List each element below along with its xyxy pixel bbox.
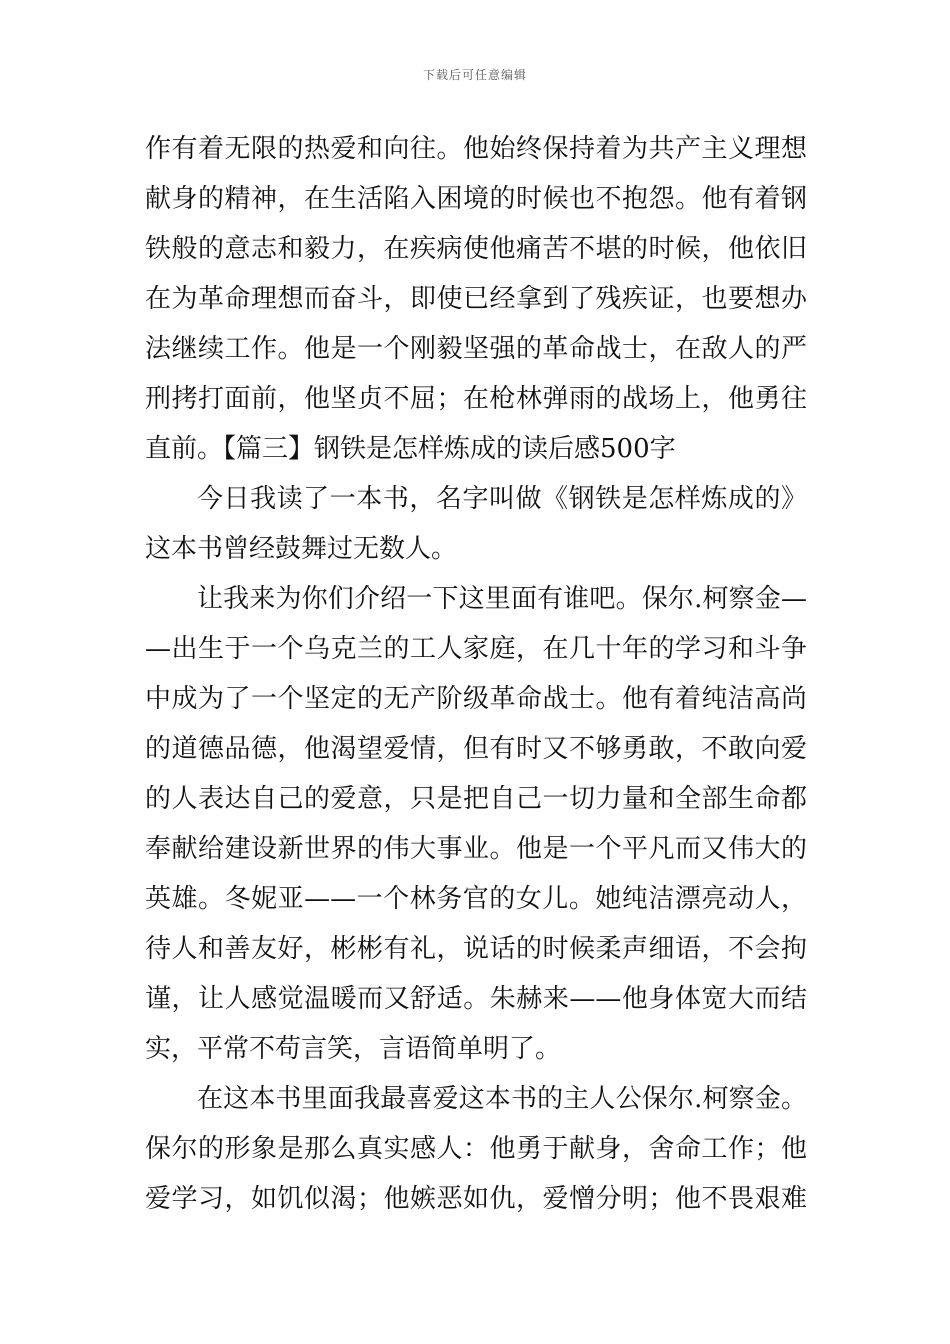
text-line: 保尔的形象是那么真实感人：他勇于献身，舍命工作；他 [145,1134,807,1164]
document-body [145,124,807,1224]
text-line: 待人和善友好，彬彬有礼，说话的时候柔声细语，不会拘 [145,934,807,964]
paragraph [145,124,807,474]
text-line: 实，平常不苟言笑，言语简单明了。 [145,1034,562,1064]
text-line: 爱学习，如饥似渴；他嫉恶如仇，爱憎分明；他不畏艰难 [145,1184,807,1214]
text-line: 作有着无限的热爱和向往。他始终保持着为共产主义理想 [145,134,807,164]
text-line: 今日我读了一本书，名字叫做《钢铁是怎样炼成的》 [197,484,807,514]
text-line: 在为革命理想而奋斗，即使已经拿到了残疾证，也要想办 [145,284,807,314]
text-line: 谨，让人感觉温暖而又舒适。朱赫来——他身体宽大而结 [145,984,807,1014]
text-line: 的道德品德，他渴望爱情，但有时又不够勇敢，不敢向爱 [145,734,807,764]
text-line: 奉献给建设新世界的伟大事业。他是一个平凡而又伟大的 [145,834,807,864]
text-line: 中成为了一个坚定的无产阶级革命战士。他有着纯洁高尚 [145,684,807,714]
text-line: 铁般的意志和毅力，在疾病使他痛苦不堪的时候，他依旧 [145,234,807,264]
text-line: 英雄。冬妮亚——一个林务官的女儿。她纯洁漂亮动人， [145,884,807,914]
text-line: 直前。【篇三】钢铁是怎样炼成的读后感500字 [145,434,676,464]
paragraph [145,474,807,574]
text-line: 刑拷打面前，他坚贞不屈；在枪林弹雨的战场上，他勇往 [145,384,807,414]
text-line: 这本书曾经鼓舞过无数人。 [145,534,458,564]
text-line: 法继续工作。他是一个刚毅坚强的革命战士，在敌人的严 [145,334,807,364]
text-line: 让我来为你们介绍一下这里面有谁吧。保尔.柯察金— [197,584,807,614]
paragraph [145,1074,807,1224]
paragraph [145,574,807,1074]
text-line: 的人表达自己的爱意，只是把自己一切力量和全部生命都 [145,784,807,814]
text-line: —出生于一个乌克兰的工人家庭，在几十年的学习和斗争 [145,634,807,664]
text-line: 献身的精神，在生活陷入困境的时候也不抱怨。他有着钢 [145,184,807,214]
page-header-note: 下载后可任意编辑 [422,68,527,82]
text-line: 在这本书里面我最喜爱这本书的主人公保尔.柯察金。 [197,1084,807,1114]
